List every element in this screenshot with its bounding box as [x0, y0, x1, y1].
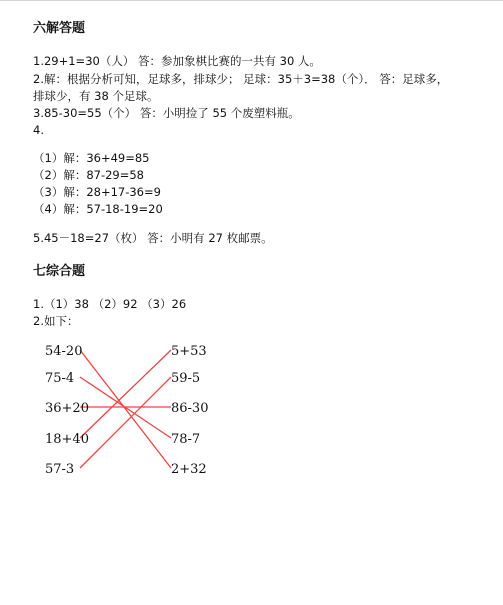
answer-2-line-2: 排球少，有 38 个足球。: [33, 89, 159, 103]
section-7-heading: 七综合题: [33, 264, 86, 279]
right-expression-3: 86-30: [171, 401, 209, 416]
answer-4: 4.: [33, 123, 44, 137]
right-expression-2: 59-5: [171, 371, 201, 386]
answer-4-part-4: （4）解：57-18-19=20: [33, 202, 163, 216]
answer-4-part-3: （3）解：28+17-36=9: [33, 185, 161, 199]
answer-4-part-2: （2）解：87-29=58: [33, 168, 145, 182]
answer-1: 1.29+1=30（人） 答：参加象棋比赛的一共有 30 人。: [33, 54, 321, 68]
right-expression-1: 5+53: [171, 344, 207, 359]
answer-4-part-1: （1）解：36+49=85: [33, 151, 150, 165]
left-expression-4: 18+40: [45, 432, 89, 447]
match-line-4: [80, 350, 171, 438]
section-6-heading: 六解答题: [33, 21, 86, 36]
left-expression-5: 57-3: [45, 462, 75, 477]
left-expression-3: 36+20: [45, 401, 89, 416]
right-expression-5: 2+32: [171, 462, 207, 477]
match-line-5: [80, 377, 171, 468]
answer-2-line-1: 2.解：根据分析可知，足球多，排球少； 足球：35＋3=38（个）． 答：足球多，: [33, 72, 449, 86]
right-expression-4: 78-7: [171, 432, 201, 447]
left-expression-1: 54-20: [45, 344, 83, 359]
synthesis-answer-1: 1.（1）38 （2）92 （3）26: [33, 297, 187, 311]
answer-3: 3.85-30=55（个） 答：小明捡了 55 个废塑料瓶。: [33, 106, 300, 120]
match-line-1: [80, 350, 171, 468]
left-expression-2: 75-4: [45, 371, 75, 386]
answer-5: 5.45－18=27（枚） 答：小明有 27 枚邮票。: [33, 231, 273, 245]
synthesis-answer-2: 2.如下：: [33, 314, 79, 328]
connection-lines: [80, 350, 171, 468]
